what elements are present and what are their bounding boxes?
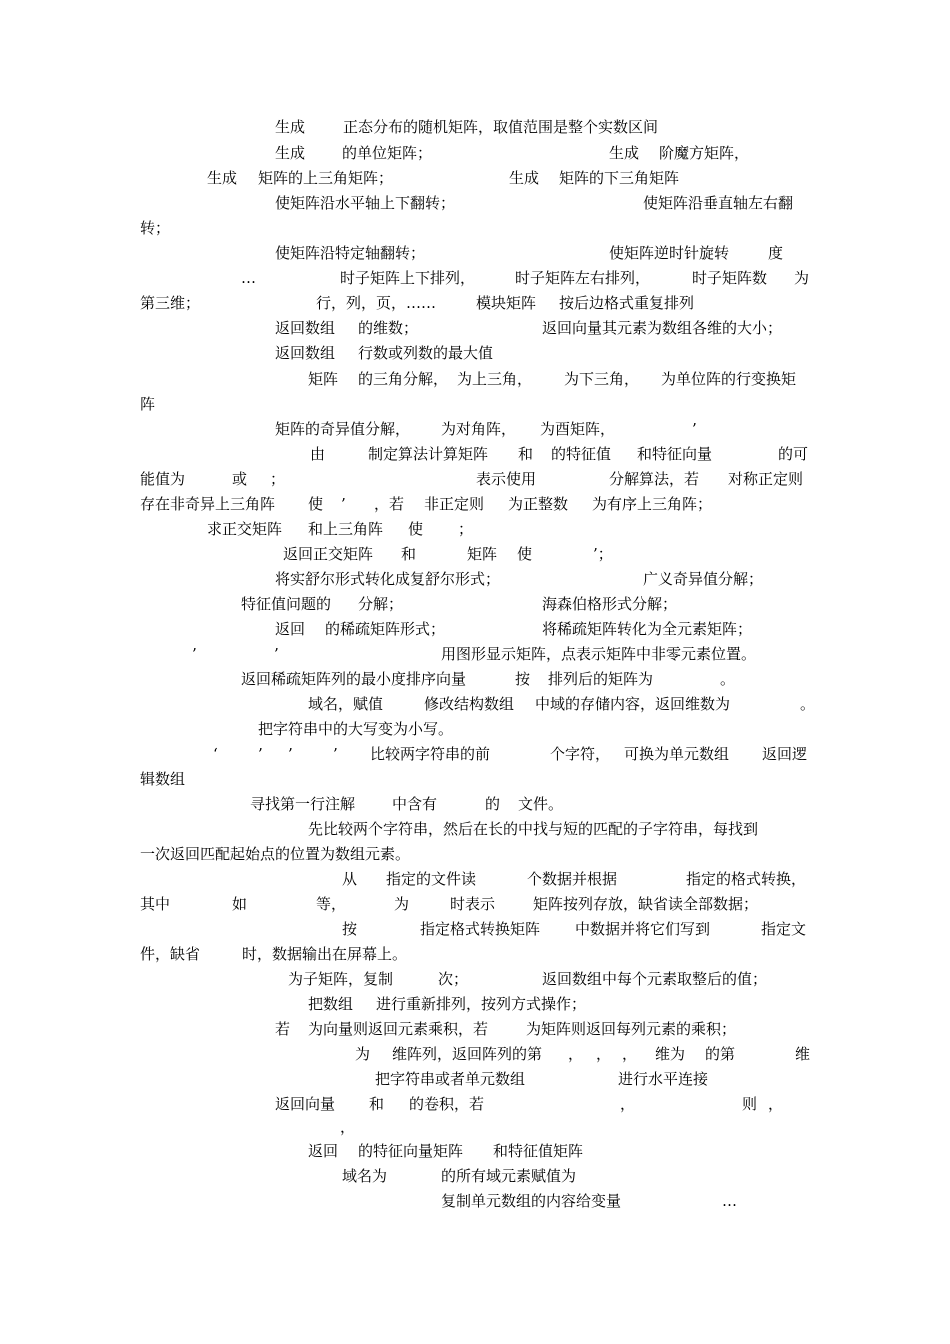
text-segment: 域名，赋值	[308, 695, 384, 713]
text-segment: 广义奇异值分解；	[643, 570, 764, 588]
text-segment: 个数据并根据	[527, 870, 618, 888]
text-segment: ，	[620, 1095, 636, 1113]
text-segment: ’	[258, 745, 263, 763]
text-segment: ，若	[374, 495, 405, 513]
text-segment: 按	[342, 920, 358, 938]
text-segment: 阵	[140, 395, 156, 413]
text-segment: ’	[341, 495, 346, 513]
text-segment: 把字符串中的大写变为小写。	[258, 720, 454, 738]
text-segment: 的特征向量矩阵	[358, 1142, 464, 1160]
text-segment: 指定的格式转换，	[686, 870, 807, 888]
text-segment: 中域的存储内容，返回维数为	[535, 695, 731, 713]
text-segment: 为矩阵则返回每列元素的乘积；	[526, 1020, 737, 1038]
text-segment: 指定格式转换矩阵	[420, 920, 541, 938]
text-segment: 求正交矩阵	[207, 520, 283, 538]
text-segment: 的三角分解，	[358, 370, 449, 388]
text-segment: 先比较两个字符串，然后在长的中找与短的匹配的子字符串，每找到	[308, 820, 759, 838]
text-segment: 为子矩阵，复制	[288, 970, 394, 988]
text-segment: ’	[192, 645, 197, 663]
text-segment: 和	[518, 445, 534, 463]
text-segment: ‘	[213, 745, 218, 763]
text-segment: 为	[355, 1045, 371, 1063]
text-segment: 如	[232, 895, 248, 913]
text-segment: 为单位阵的行变换矩	[661, 370, 797, 388]
text-segment: 矩阵的上三角矩阵；	[258, 169, 394, 187]
text-segment: 生成	[609, 144, 640, 162]
text-segment: 为对角阵，	[441, 420, 517, 438]
text-segment: …	[722, 1192, 737, 1210]
text-segment: 返回向量	[275, 1095, 336, 1113]
text-segment: 辑数组	[140, 770, 186, 788]
text-segment: 件，缺省	[140, 945, 201, 963]
text-segment: 返回正交矩阵	[283, 545, 374, 563]
text-segment: 维	[795, 1045, 811, 1063]
text-segment: 进行水平连接	[618, 1070, 709, 1088]
text-segment: ’	[333, 745, 338, 763]
text-segment: 则	[742, 1095, 758, 1113]
text-segment: 为上三角，	[457, 370, 533, 388]
text-segment: 返回数组	[275, 319, 336, 337]
text-segment: 正态分布的随机矩阵，取值范围是整个实数区间	[343, 118, 659, 136]
text-segment: 为有序上三角阵；	[592, 495, 713, 513]
text-segment: 的卷积，若	[409, 1095, 485, 1113]
text-segment: 将实舒尔形式转化成复舒尔形式；	[275, 570, 501, 588]
text-segment: 的单位矩阵；	[342, 144, 433, 162]
text-segment: 把数组	[308, 995, 354, 1013]
text-segment: 维阵列，返回阵列的第	[392, 1045, 543, 1063]
text-segment: ’	[288, 745, 293, 763]
text-segment: 的维数；	[358, 319, 419, 337]
text-segment: 为下三角，	[564, 370, 640, 388]
text-segment: 为	[794, 269, 810, 287]
text-segment: ；	[458, 520, 474, 538]
text-segment: ，	[596, 1045, 612, 1063]
text-segment: 的	[485, 795, 501, 813]
text-segment: 生成	[275, 144, 306, 162]
text-segment: 和特征值矩阵	[493, 1142, 584, 1160]
text-segment: 若	[275, 1020, 291, 1038]
text-segment: 矩阵	[467, 545, 498, 563]
text-segment: ’	[274, 645, 279, 663]
text-segment: 为向量则返回元素乘积，若	[308, 1020, 489, 1038]
text-segment: 模块矩阵	[476, 294, 537, 312]
text-segment: 中数据并将它们写到	[575, 920, 711, 938]
text-segment: 中含有	[392, 795, 438, 813]
text-segment: 返回稀疏矩阵列的最小度排序向量	[241, 670, 467, 688]
text-segment: 矩阵按列存放，缺省读全部数据；	[533, 895, 759, 913]
text-segment: 和	[401, 545, 417, 563]
text-segment: 特征值问题的	[241, 595, 332, 613]
text-segment: 行数或列数的最大值	[358, 344, 494, 362]
text-segment: ，	[622, 1045, 638, 1063]
text-segment: 其中	[140, 895, 171, 913]
text-segment: 表示使用	[476, 470, 537, 488]
text-segment: 。	[720, 670, 736, 688]
text-segment: 文件。	[518, 795, 564, 813]
text-segment: ’；	[593, 545, 613, 563]
text-segment: 生成	[207, 169, 238, 187]
text-segment: 一次返回匹配起始点的位置为数组元素。	[140, 845, 411, 863]
text-segment: 矩阵	[308, 370, 339, 388]
text-segment: ’	[692, 420, 697, 438]
text-segment: 分解；	[358, 595, 404, 613]
text-segment: 把字符串或者单元数组	[375, 1070, 526, 1088]
text-segment: 维为	[655, 1045, 686, 1063]
text-segment: 由	[310, 445, 326, 463]
text-segment: 生成	[275, 118, 306, 136]
text-segment: 的可	[778, 445, 809, 463]
text-segment: 转；	[140, 219, 171, 237]
text-segment: 矩阵的奇异值分解，	[275, 420, 411, 438]
text-segment: 和	[369, 1095, 385, 1113]
text-segment: 的特征值	[551, 445, 612, 463]
text-segment: 按	[515, 670, 531, 688]
text-segment: 使矩阵逆时针旋转	[609, 244, 730, 262]
text-segment: 生成	[509, 169, 540, 187]
text-segment: 返回逻	[762, 745, 808, 763]
text-segment: 时表示	[450, 895, 496, 913]
text-segment: 个字符，	[550, 745, 611, 763]
text-segment: 时子矩阵数	[692, 269, 768, 287]
text-segment: 使	[308, 495, 324, 513]
text-segment: ，	[768, 1095, 784, 1113]
text-segment: 和特征向量	[637, 445, 713, 463]
text-segment: 用图形显示矩阵，点表示矩阵中非零元素位置。	[441, 645, 757, 663]
text-segment: ；	[270, 470, 286, 488]
text-segment: 使	[408, 520, 424, 538]
text-segment: 排列后的矩阵为	[548, 670, 654, 688]
text-segment: 阶魔方矩阵，	[659, 144, 750, 162]
text-segment: 使	[517, 545, 533, 563]
text-segment: 指定的文件读	[386, 870, 477, 888]
text-segment: 的所有域元素赋值为	[441, 1167, 577, 1185]
text-segment: 时子矩阵左右排列，	[515, 269, 651, 287]
text-segment: 对称正定则	[728, 470, 804, 488]
text-segment: 域名为	[342, 1167, 388, 1185]
text-segment: ，	[568, 1045, 584, 1063]
text-segment: 返回	[308, 1142, 339, 1160]
text-segment: 非正定则	[424, 495, 485, 513]
text-segment: 。	[800, 695, 816, 713]
text-segment: 能值为	[140, 470, 186, 488]
text-segment: 为正整数	[508, 495, 569, 513]
text-segment: 度	[768, 244, 784, 262]
text-segment: 使矩阵沿水平轴上下翻转；	[275, 194, 456, 212]
text-segment: 时子矩阵上下排列，	[340, 269, 476, 287]
text-segment: 或	[232, 470, 248, 488]
text-segment: 的第	[705, 1045, 736, 1063]
text-segment: 分解算法，若	[609, 470, 700, 488]
text-segment: 次；	[438, 970, 469, 988]
text-segment: ，	[340, 1118, 356, 1136]
text-segment: 为酉矩阵，	[540, 420, 616, 438]
text-segment: 使矩阵沿垂直轴左右翻	[643, 194, 794, 212]
text-segment: 制定算法计算矩阵	[368, 445, 489, 463]
text-segment: 寻找第一行注解	[250, 795, 356, 813]
text-segment: 海森伯格形式分解；	[542, 595, 678, 613]
text-segment: 比较两字符串的前	[370, 745, 491, 763]
text-segment: 和上三角阵	[308, 520, 384, 538]
text-segment: 的稀疏矩阵形式；	[325, 620, 446, 638]
text-segment: 存在非奇异上三角阵	[140, 495, 276, 513]
text-segment: 将稀疏矩阵转化为全元素矩阵；	[542, 620, 753, 638]
text-segment: …	[241, 269, 256, 287]
text-segment: 从	[342, 870, 358, 888]
text-segment: 矩阵的下三角矩阵	[559, 169, 680, 187]
text-segment: 按后边格式重复排列	[559, 294, 695, 312]
text-segment: 为	[394, 895, 410, 913]
text-segment: 返回	[275, 620, 306, 638]
text-segment: 修改结构数组	[424, 695, 515, 713]
text-segment: 指定文	[761, 920, 807, 938]
text-segment: 行，列，页，……	[316, 294, 437, 312]
text-segment: 复制单元数组的内容给变量	[441, 1192, 622, 1210]
text-segment: 返回数组中每个元素取整后的值；	[542, 970, 768, 988]
text-segment: 可换为单元数组	[624, 745, 730, 763]
text-segment: 时，数据输出在屏幕上。	[242, 945, 408, 963]
text-segment: 返回数组	[275, 344, 336, 362]
text-segment: 使矩阵沿特定轴翻转；	[275, 244, 426, 262]
text-segment: 第三维；	[140, 294, 201, 312]
text-segment: 返回向量其元素为数组各维的大小；	[542, 319, 783, 337]
text-segment: 进行重新排列，按列方式操作；	[376, 995, 587, 1013]
text-segment: 等，	[316, 895, 347, 913]
